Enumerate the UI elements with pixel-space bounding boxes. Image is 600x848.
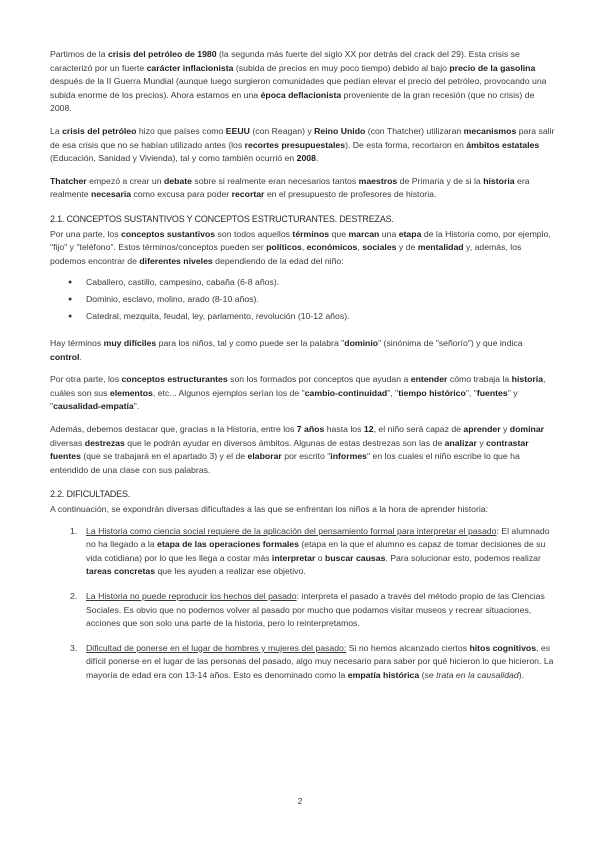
text-run: . <box>79 351 82 362</box>
text-run: y, además, los podemos encontrar de <box>50 242 522 266</box>
text-run: (subida de precios en muy poco tiempo) debido al bajo <box>233 62 450 73</box>
text-run: para los niños, tal y como puede ser la palabra " <box>156 338 345 349</box>
bold-text: tiempo histórico <box>398 387 466 398</box>
bold-text: analizar <box>444 437 477 448</box>
text-run: después de la II Guerra Mundial (aunque luego surgieron comunidades que pedían elevar el precio del petróleo, provocando una subida enorme de los precios). Ahora estamos en una <box>50 76 547 100</box>
bold-text: Thatcher <box>50 175 87 186</box>
bold-text: destrezas <box>84 437 125 448</box>
numbered-item <box>50 525 556 579</box>
text-run: (que se trabajará en el apartado 3) y el de <box>80 451 248 462</box>
paragraph-budget-cuts <box>50 125 556 166</box>
text-run: , <box>301 242 307 253</box>
text-run: y de <box>396 242 418 253</box>
bold-text: diferentes niveles <box>139 255 213 266</box>
text-run: , cuáles son sus <box>50 374 546 398</box>
text-run: dependiendo de la edad del niño: <box>212 255 344 266</box>
numbered-list-difficulties <box>50 525 556 683</box>
text-run: ", " <box>387 387 399 398</box>
bold-text: carácter inflacionista <box>146 62 234 73</box>
text-run: o <box>315 552 326 563</box>
bold-text: elaborar <box>247 451 282 462</box>
paragraph-difficulties-intro <box>50 503 556 517</box>
page-number: 2 <box>297 796 303 806</box>
paragraph-oil-crisis <box>50 48 556 116</box>
text-run: ". <box>133 401 140 412</box>
bold-text: marcan <box>348 228 380 239</box>
bold-text: mecanismos <box>463 125 517 136</box>
bold-text: ámbitos estatales <box>466 139 540 150</box>
bold-text: control <box>50 351 80 362</box>
bold-text: 7 años <box>296 424 325 435</box>
bold-text: 2008 <box>296 153 316 164</box>
text-run: : El alumnado no ha llegado a la <box>86 525 550 550</box>
text-run: ", " <box>465 387 477 398</box>
bold-text: Reino Unido <box>314 125 366 136</box>
bold-text: dominio <box>344 338 379 349</box>
bold-text: época deflacionista <box>260 89 342 100</box>
numbered-item <box>50 642 556 683</box>
bold-text: tareas concretas <box>86 566 156 577</box>
text-run: (con Reagan) y <box>249 125 315 136</box>
bold-text: elementos <box>109 387 153 398</box>
bold-text: etapa de las operaciones formales <box>157 539 299 550</box>
text-run: por escrito " <box>281 451 331 462</box>
text-run: " y " <box>50 387 518 412</box>
bold-text: debate <box>163 175 192 186</box>
text-run: La <box>50 125 63 136</box>
paragraph-skills <box>50 423 556 477</box>
text-run: y <box>476 437 487 448</box>
text-run: hasta los <box>324 424 364 435</box>
bold-text: crisis del petróleo de 1980 <box>107 49 217 59</box>
bold-text: causalidad-empatía <box>53 401 134 412</box>
bold-text: económicos <box>306 242 358 253</box>
text-run: (etapa en la que el alumno es capaz de tomar decisiones de su vida cotidiana) por lo que les llega a costar más <box>86 539 546 563</box>
bold-text: precio de la gasolina <box>449 62 536 73</box>
text-run: ( <box>419 669 425 680</box>
bold-text: fuentes <box>476 387 508 398</box>
text-run: Si no hemos alcanzado ciertos <box>346 642 470 653</box>
text-run: sobre si realmente eran necesarios tantos <box>191 175 359 186</box>
bold-text: cambio-continuidad <box>304 387 388 398</box>
text-run: Por otra parte, los <box>50 374 122 385</box>
bold-text: mentalidad <box>417 242 464 253</box>
paragraph-substantive-concepts <box>50 228 556 269</box>
bold-text: buscar causas <box>325 552 386 563</box>
text-run: ). De esta forma, recortaron en <box>345 139 467 150</box>
bullet-item: ● Caballero, castillo, campesino, cabaña (6-8 años). <box>50 276 556 290</box>
paragraph-difficult-terms <box>50 337 556 364</box>
text-run: cómo trabaja la <box>447 374 512 385</box>
paragraph-structuring-concepts <box>50 373 556 414</box>
item-number: 3. <box>70 642 78 653</box>
text-run: Hay términos <box>50 338 104 349</box>
bullet-item: ● Dominio, esclavo, molino, arado (8-10 años). <box>50 293 556 307</box>
text-run: era realmente <box>50 175 530 200</box>
text-run: , <box>357 242 363 253</box>
text-run: " en los cuales el niño escribe lo que ha entendido de una clase con sus palabras. <box>50 451 520 475</box>
text-run: empezó a crear un <box>86 175 164 186</box>
text-run: ). <box>518 669 525 680</box>
text-run: . <box>315 153 319 164</box>
text-run: una <box>379 228 399 239</box>
item-number: 2. <box>70 591 78 601</box>
text-run: para salir de esa crisis que no se habían utilizado antes (los <box>50 125 555 150</box>
text-run: (con Thatcher) utilizaran <box>365 125 464 136</box>
text-run: diversas <box>50 437 85 448</box>
bold-text: recortar <box>231 189 265 200</box>
bold-text: 12 <box>363 424 374 435</box>
text-run: (Educación, Sanidad y Vivienda), tal y como también ocurrió en <box>50 153 297 164</box>
text-run: (la segunda más fuerte del siglo XX por detrás del crack del 29). Esta crisis se caracterizó por un fuerte <box>50 49 520 73</box>
numbered-item <box>50 590 556 631</box>
bold-text: EEUU <box>225 125 250 136</box>
text-run: Partimos de la <box>50 49 108 59</box>
text-run: de Primaria y de si la <box>397 175 484 186</box>
text-run: " (sinónima de "señorío") y que indica <box>378 338 523 349</box>
bold-text: empatía histórica <box>347 669 420 680</box>
bold-text: crisis del petróleo <box>62 125 137 136</box>
item-number: 1. <box>70 525 78 536</box>
section-heading-concepts: 2.1. CONCEPTOS SUSTANTIVOS Y CONCEPTOS ESTRUCTURANTES. DESTREZAS. <box>50 213 394 224</box>
text-run: que le podrán ayudar en diversos ámbitos. Algunas de estas destrezas son las de <box>124 437 445 448</box>
text-run: son los formados por conceptos que ayudan a <box>227 374 411 385</box>
bold-text: historia <box>511 374 544 385</box>
underlined-text: La Historia no puede reproducir los hechos del pasado <box>86 591 297 601</box>
text-run: proveniente de la gran recesión (que no crisis) de 2008. <box>50 89 535 114</box>
text-run: son todos aquellos <box>215 228 293 239</box>
text-run: Por una parte, los <box>50 228 121 239</box>
text-run: que <box>329 228 349 239</box>
underlined-text: Dificultad de ponerse en el lugar de hombres y mujeres del pasado: <box>86 642 347 653</box>
bold-text: conceptos sustantivos <box>121 228 216 239</box>
underlined-text: La Historia como ciencia social requiere de la aplicación del pensamiento formal para interpretar el pasado <box>86 525 497 536</box>
document-body <box>50 48 556 694</box>
text-run: Además, debemos destacar que, gracias a la Historia, entre los <box>50 424 297 435</box>
text-run: : interpreta el pasado a través del método propio de las Ciencias Sociales. Es obvio que no podemos volver al pasado por mucho que podamos visitar museos y recrear situaciones, acciones que son solo una parte de la historia, pero lo reinterpretamos. <box>86 591 545 629</box>
bold-text: aprender <box>463 424 501 435</box>
text-run: , el niño será capaz de <box>373 424 464 435</box>
text-run: . Para solucionar esto, podemos realizar <box>385 552 541 563</box>
bold-text: necesaria <box>91 189 132 200</box>
section-heading-difficulties: 2.2. DIFICULTADES. <box>50 489 131 500</box>
bold-text: dominar <box>509 424 545 435</box>
text-run: que les ayuden a realizar ese objetivo. <box>155 566 306 577</box>
bold-text: etapa <box>398 228 422 239</box>
bullet-list-age-terms <box>50 276 556 323</box>
text-run: A continuación, se expondrán diversas dificultades a las que se enfrentan los niños a la hora de aprender historia: <box>50 504 489 515</box>
text-run: y <box>500 424 510 435</box>
bold-text: recortes presupuestales <box>244 139 346 150</box>
text-run: hizo que países como <box>136 125 226 136</box>
paragraph-thatcher-debate <box>50 175 556 202</box>
bold-text: interpretar <box>271 552 316 563</box>
bold-text: contrastar fuentes <box>50 437 529 462</box>
bold-text: historia <box>483 175 515 186</box>
bold-text: maestros <box>358 175 398 186</box>
bold-text: muy difíciles <box>103 338 157 349</box>
bold-text: hitos cognitivos <box>469 642 537 653</box>
bold-text: informes <box>330 451 367 462</box>
bold-text: conceptos estructurantes <box>121 374 228 385</box>
bold-text: entender <box>410 374 448 385</box>
bold-text: términos <box>292 228 330 239</box>
text-run: de la Historia como, por ejemplo, "fijo" y "teléfono". Estos términos/conceptos pueden ser <box>50 228 551 253</box>
text-run: como excusa para poder <box>131 189 232 200</box>
text-run: , etc... Algunos ejemplos serían los de " <box>152 387 305 398</box>
bold-text: sociales <box>362 242 397 253</box>
bold-text: políticos <box>266 242 302 253</box>
italic-text: se trata en la causalidad <box>424 669 519 680</box>
text-run: en el presupuesto de profesores de historia. <box>264 189 437 200</box>
bullet-item: ● Catedral, mezquita, feudal, ley, parlamento, revolución (10-12 años). <box>50 310 556 324</box>
text-run: , es difícil ponerse en el lugar de las personas del pasado, algo muy necesario para saber por qué hicieron lo que hicieron. La mayoría de edad era con 13-14 años. Esto es denominado como la <box>86 642 554 680</box>
